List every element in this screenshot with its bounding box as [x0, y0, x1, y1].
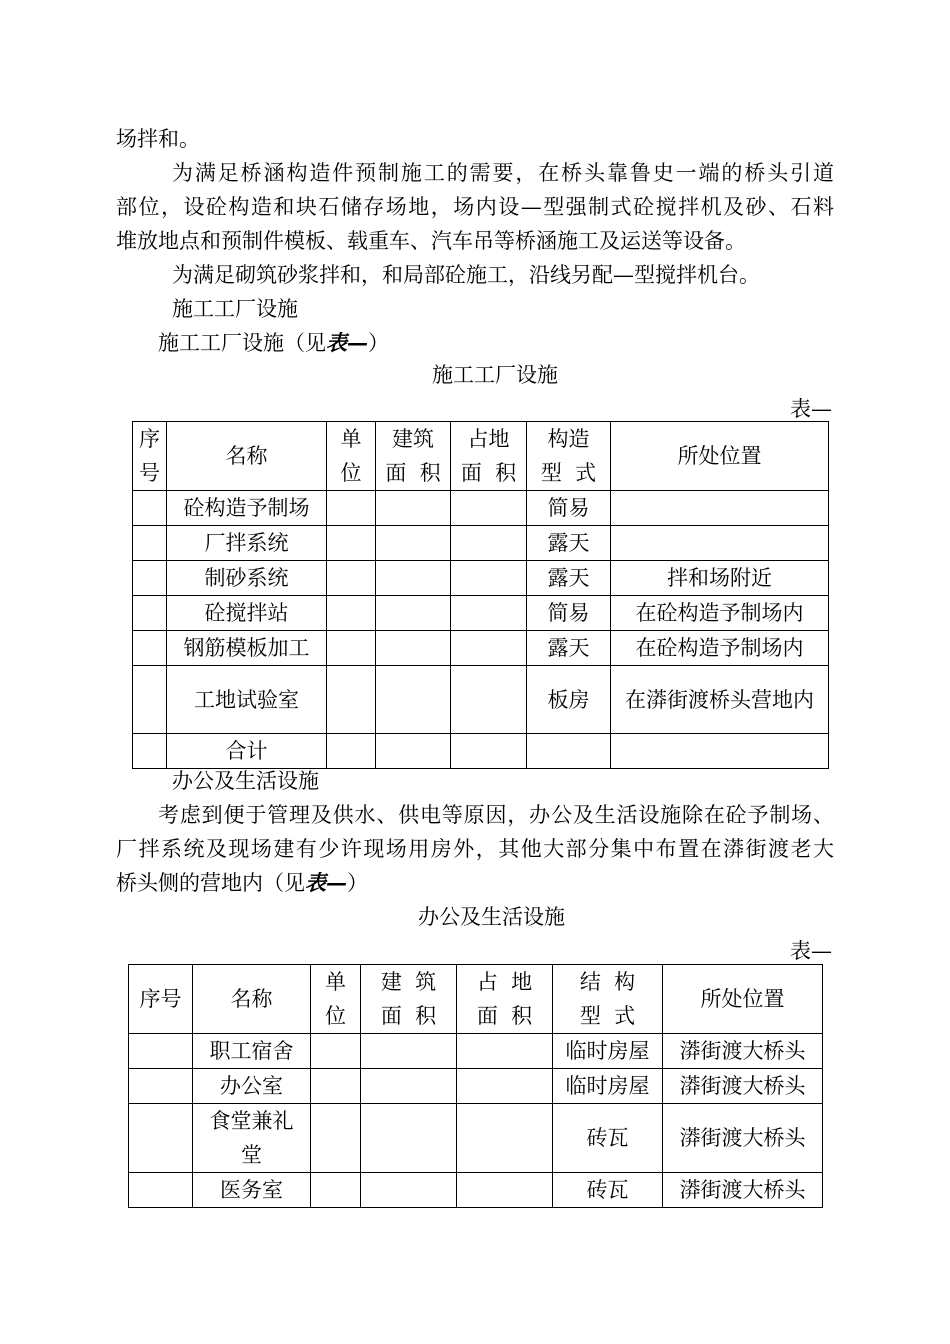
cell-name: 钢筋模板加工: [167, 631, 327, 666]
header-location: 所处位置: [663, 965, 823, 1034]
cell-seq: [129, 1104, 193, 1173]
cell-structure: 砖瓦: [553, 1173, 663, 1208]
cell-name: 办公室: [193, 1069, 311, 1104]
cell-build-area: [361, 1034, 457, 1069]
table-row: [133, 561, 829, 596]
header-name: 名称: [167, 422, 327, 491]
cell-location: 漭街渡大桥头: [663, 1104, 823, 1173]
cell-build-area: [376, 561, 451, 596]
cell-seq: [129, 1173, 193, 1208]
reference-text: ）: [347, 871, 368, 895]
paragraph-line: 堆放地点和预制件模板、载重车、汽车吊等桥涵施工及运送等设备。: [116, 229, 746, 253]
cell-seq: [129, 1034, 193, 1069]
header-unit: 单 位: [327, 422, 376, 491]
cell-build-area: [361, 1069, 457, 1104]
cell-build-area: [361, 1173, 457, 1208]
header-structure: 结 构 型 式: [553, 965, 663, 1034]
cell-land-area: [457, 1034, 553, 1069]
cell-unit: [327, 631, 376, 666]
cell-location: [611, 526, 829, 561]
header-build-area: 建 筑 面 积: [361, 965, 457, 1034]
cell-structure: 简易: [527, 596, 611, 631]
paragraph-line: 场拌和。: [116, 127, 200, 151]
header-build-area: 建筑 面 积: [376, 422, 451, 491]
cell-name: 食堂兼礼堂: [193, 1104, 311, 1173]
cell-location: 在砼构造予制场内: [611, 631, 829, 666]
cell-build-area: [376, 526, 451, 561]
cell-location: 在漭街渡桥头营地内: [611, 666, 829, 734]
cell-name: 职工宿舍: [193, 1034, 311, 1069]
cell-land-area: [451, 526, 527, 561]
cell-land-area: [451, 631, 527, 666]
cell-seq: [133, 526, 167, 561]
cell-structure: 砖瓦: [553, 1104, 663, 1173]
table-caption: 办公及生活设施: [418, 905, 565, 929]
table-reference: [158, 326, 389, 360]
section-heading: 施工工厂设施: [172, 297, 298, 321]
table-row: [129, 1104, 823, 1173]
table-header-row: [133, 422, 829, 491]
table-row: [129, 1173, 823, 1208]
cell-land-area: [457, 1104, 553, 1173]
cell-location: 在砼构造予制场内: [611, 596, 829, 631]
table-row: [133, 596, 829, 631]
cell-location: 漭街渡大桥头: [663, 1069, 823, 1104]
table-row: [133, 666, 829, 734]
cell-structure: 露天: [527, 631, 611, 666]
cell-build-area: [376, 734, 451, 769]
cell-land-area: [457, 1069, 553, 1104]
header-land-area: 占 地 面 积: [457, 965, 553, 1034]
cell-name: 工地试验室: [167, 666, 327, 734]
office-table: [128, 964, 823, 1208]
cell-build-area: [376, 631, 451, 666]
cell-land-area: [451, 666, 527, 734]
cell-build-area: [376, 666, 451, 734]
cell-unit: [327, 561, 376, 596]
paragraph-line: 厂拌系统及现场建有少许现场用房外，其他大部分集中布置在漭街渡老大: [116, 837, 834, 861]
header-seq: 序 号: [133, 422, 167, 491]
cell-land-area: [451, 561, 527, 596]
cell-seq: [133, 734, 167, 769]
cell-land-area: [451, 491, 527, 526]
paragraph-line: 部位，设砼构造和块石储存场地，场内设—型强制式砼搅拌机及砂、石料: [116, 195, 834, 219]
cell-name: 厂拌系统: [167, 526, 327, 561]
cell-location: 漭街渡大桥头: [663, 1034, 823, 1069]
section-heading: 办公及生活设施: [172, 769, 319, 793]
cell-build-area: [361, 1104, 457, 1173]
table-row: [129, 1069, 823, 1104]
cell-name: 砼搅拌站: [167, 596, 327, 631]
cell-structure: [527, 734, 611, 769]
cell-location: 拌和场附近: [611, 561, 829, 596]
cell-land-area: [451, 734, 527, 769]
cell-unit: [311, 1173, 361, 1208]
cell-name: 合计: [167, 734, 327, 769]
table-row: [129, 1034, 823, 1069]
header-location: 所处位置: [611, 422, 829, 491]
table-header-row: [129, 965, 823, 1034]
table-caption: 施工工厂设施: [432, 363, 558, 387]
cell-seq: [133, 561, 167, 596]
cell-structure: 临时房屋: [553, 1069, 663, 1104]
cell-name: 砼构造予制场: [167, 491, 327, 526]
paragraph-line: 为满足砌筑砂浆拌和，和局部砼施工，沿线另配—型搅拌机台。: [172, 263, 760, 287]
cell-structure: 露天: [527, 561, 611, 596]
cell-unit: [311, 1069, 361, 1104]
cell-name: 制砂系统: [167, 561, 327, 596]
cell-structure: 简易: [527, 491, 611, 526]
cell-unit: [327, 526, 376, 561]
table-row: [133, 526, 829, 561]
cell-unit: [311, 1034, 361, 1069]
cell-seq: [133, 631, 167, 666]
cell-land-area: [457, 1173, 553, 1208]
cell-seq: [133, 666, 167, 734]
cell-unit: [327, 596, 376, 631]
cell-build-area: [376, 491, 451, 526]
cell-seq: [133, 596, 167, 631]
cell-seq: [133, 491, 167, 526]
paragraph-line: 为满足桥涵构造件预制施工的需要，在桥头靠鲁史一端的桥头引道: [172, 161, 834, 185]
cell-structure: 板房: [527, 666, 611, 734]
cell-unit: [327, 734, 376, 769]
cell-seq: [129, 1069, 193, 1104]
cell-structure: 露天: [527, 526, 611, 561]
cell-location: [611, 491, 829, 526]
table-label: 表—: [790, 397, 832, 421]
header-seq: 序号: [129, 965, 193, 1034]
header-unit: 单 位: [311, 965, 361, 1034]
table-row: [133, 631, 829, 666]
cell-build-area: [376, 596, 451, 631]
table-label: 表—: [790, 939, 832, 963]
cell-structure: 临时房屋: [553, 1034, 663, 1069]
cell-name: 医务室: [193, 1173, 311, 1208]
header-structure: 构造 型 式: [527, 422, 611, 491]
facility-table: [132, 421, 829, 769]
cell-unit: [327, 491, 376, 526]
reference-text: ）: [368, 331, 389, 355]
cell-location: 漭街渡大桥头: [663, 1173, 823, 1208]
paragraph-line: 考虑到便于管理及供水、供电等原因，办公及生活设施除在砼予制场、: [158, 803, 834, 827]
reference-text: 桥头侧的营地内（见: [116, 871, 305, 895]
cell-land-area: [451, 596, 527, 631]
header-land-area: 占地 面 积: [451, 422, 527, 491]
cell-unit: [311, 1104, 361, 1173]
cell-location: [611, 734, 829, 769]
table-link: 表—: [326, 330, 368, 355]
table-link: 表—: [305, 870, 347, 895]
header-name: 名称: [193, 965, 311, 1034]
reference-text: 施工工厂设施（见: [158, 331, 326, 355]
table-reference: [116, 866, 368, 900]
table-row: [133, 491, 829, 526]
cell-unit: [327, 666, 376, 734]
